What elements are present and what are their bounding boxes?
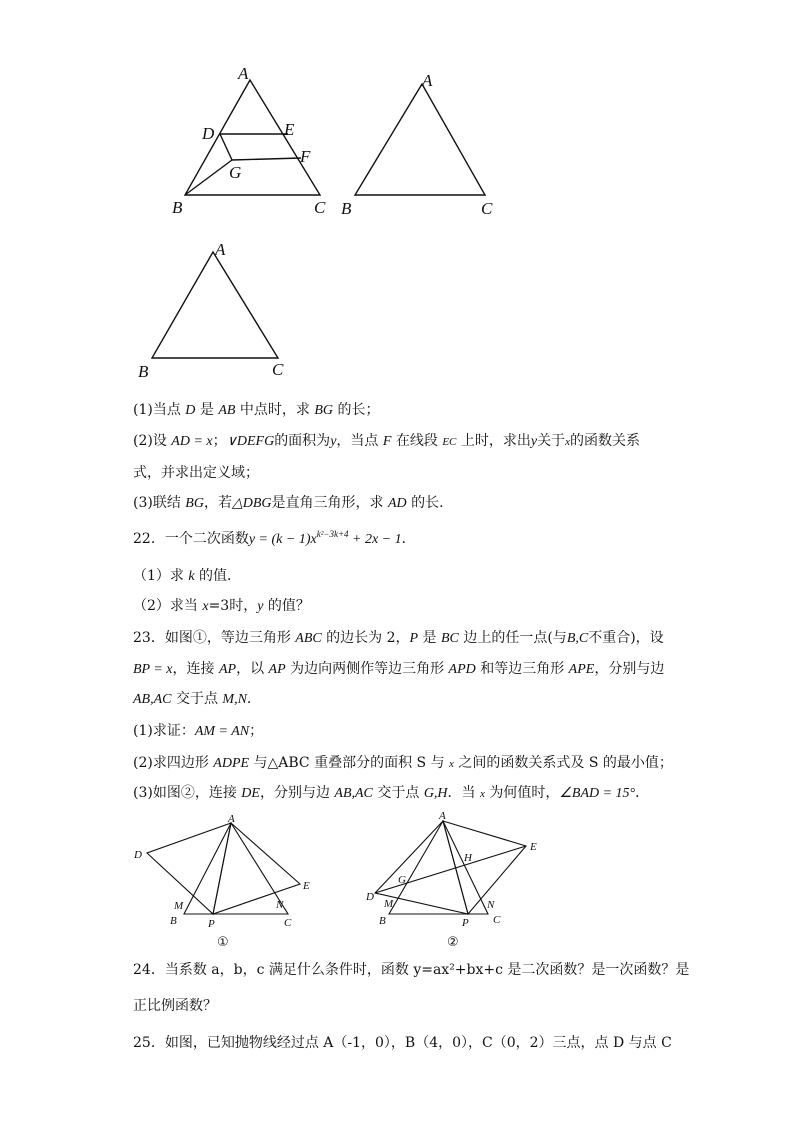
label-C: C bbox=[314, 198, 326, 217]
label-B: B bbox=[341, 199, 352, 218]
label-A: A bbox=[238, 64, 249, 83]
label-D: D bbox=[202, 124, 215, 143]
figure-caption-2: ② bbox=[447, 935, 459, 950]
label-N: N bbox=[487, 899, 495, 911]
label-M: M bbox=[174, 900, 184, 912]
label-A: A bbox=[215, 240, 226, 259]
q24-line2: 正比例函数？ bbox=[133, 998, 217, 1014]
q23-part2: (2)求四边形 ADPE 与△ABC 重叠部分的面积 S 与 x 之间的函数关系式及 S 的最小值； bbox=[133, 755, 673, 771]
label-D: D bbox=[134, 849, 142, 861]
label-B: B bbox=[138, 362, 149, 381]
label-E: E bbox=[530, 841, 537, 853]
q23-part3: (3)如图②，连接 DE，分别与边 AB,AC 交于点 G,H．当 x 为何值时，∠BAD = 15°． bbox=[133, 785, 650, 801]
q21-part3: (3)联结 BG，若△DBG是直角三角形，求 AD 的长. bbox=[133, 495, 444, 511]
q21-part2: (2)设 AD = x；∨DEFG的面积为y，当点 F 在线段 EC 上时，求出y关于x的函数关系 bbox=[133, 433, 640, 449]
figure-triangle-defg bbox=[165, 62, 335, 222]
q22-part2: （2）求当 x=3时，y 的值？ bbox=[133, 598, 310, 614]
label-D: D bbox=[366, 891, 374, 903]
q22-part1: （1）求 k 的值． bbox=[133, 568, 242, 584]
label-G: G bbox=[229, 163, 242, 182]
figure-triangle-abc-2 bbox=[335, 62, 505, 222]
label-P: P bbox=[462, 917, 469, 929]
label-A: A bbox=[422, 71, 433, 90]
label-C: C bbox=[493, 914, 501, 926]
q25-line1: 25．如图，已知抛物线经过点 A（-1，0），B（4，0），C（0，2）三点，点 D 与点 C bbox=[133, 1035, 672, 1051]
figure-caption-1: ① bbox=[217, 935, 229, 950]
label-F: F bbox=[300, 147, 311, 166]
label-C: C bbox=[481, 199, 493, 218]
q23-part1: (1)求证：AM = AN； bbox=[133, 723, 264, 739]
label-A: A bbox=[439, 810, 446, 822]
label-B: B bbox=[170, 915, 177, 927]
q22-stem: 22．一个二次函数$y = (k - 1)x^{k^2-3k+4} + 2x - 1$． bbox=[133, 529, 416, 547]
label-G: G bbox=[398, 874, 406, 886]
q23-stem-line1: 23．如图①，等边三角形 ABC 的边长为 2，P 是 BC 边上的任一点(与B,C不重合)，设 bbox=[133, 630, 664, 646]
q21-part2-cont: 式，并求出定义域； bbox=[133, 465, 259, 481]
q23-stem-line2: BP = x，连接 AP，以 AP 为边向两侧作等边三角形 APD 和等边三角形 APE，分别与边 bbox=[133, 661, 665, 677]
q21-part1: (1)当点 D 是 AB 中点时，求 BG 的长； bbox=[133, 402, 380, 418]
label-N: N bbox=[276, 899, 284, 911]
figure-triangle-abc-3 bbox=[130, 232, 300, 387]
q24-line1: 24．当系数 a，b，c 满足什么条件时，函数 y=ax²+bx+c 是二次函数？是一次函数？是 bbox=[133, 962, 690, 978]
figure-q23-1 bbox=[130, 810, 330, 950]
label-P: P bbox=[208, 918, 215, 930]
label-B: B bbox=[379, 915, 386, 927]
label-H: H bbox=[464, 852, 472, 864]
label-E: E bbox=[303, 880, 310, 892]
label-C: C bbox=[284, 917, 292, 929]
label-E: E bbox=[284, 120, 295, 139]
label-M: M bbox=[384, 898, 394, 910]
label-B: B bbox=[172, 198, 183, 217]
figure-q23-2 bbox=[362, 808, 562, 950]
label-C: C bbox=[272, 360, 284, 379]
q23-stem-line3: AB,AC 交于点 M,N． bbox=[133, 691, 261, 707]
label-A: A bbox=[228, 813, 235, 825]
